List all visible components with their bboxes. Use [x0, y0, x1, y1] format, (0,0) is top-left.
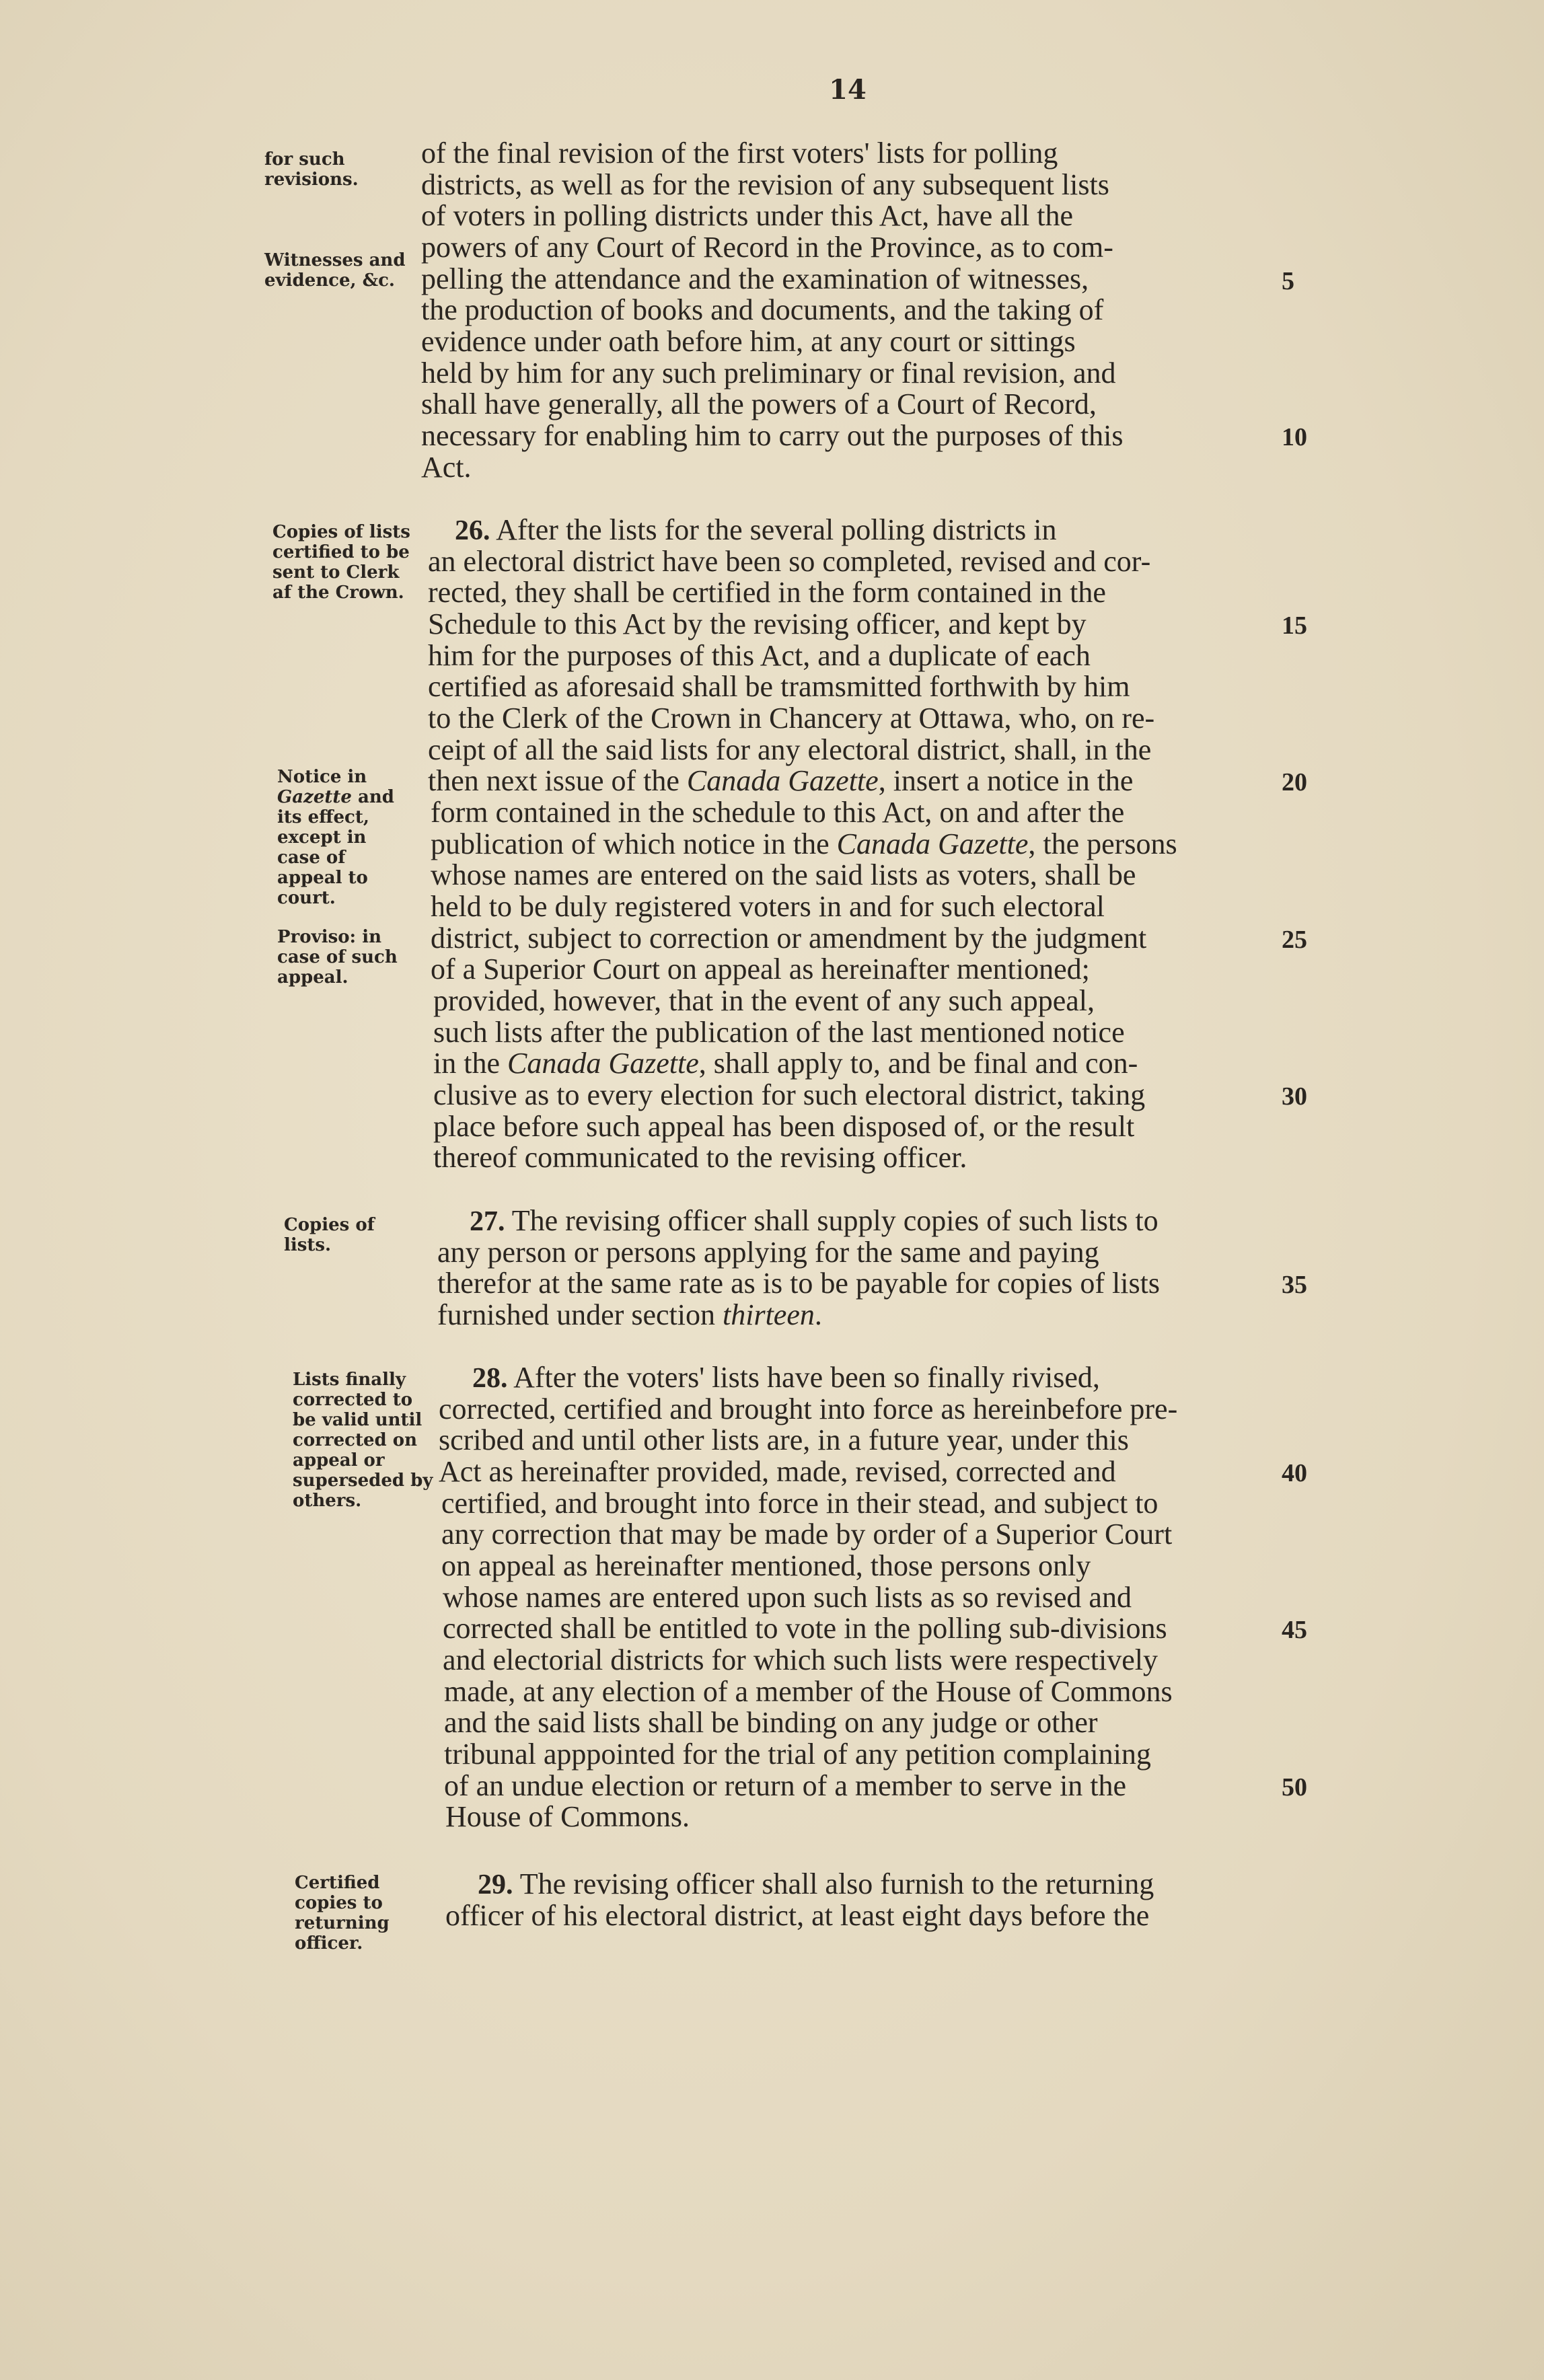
- margin-note: Copies of lists certified to be sent to Clerk af the Crown.: [272, 522, 410, 603]
- line-number: 30: [1282, 1082, 1307, 1111]
- section-28-first-line: 28. After the voters' lists have been so finally rivised,: [472, 1361, 1100, 1394]
- body-line: Act as hereinafter provided, made, revised, corrected and: [439, 1455, 1116, 1488]
- body-line: corrected, certified and brought into force as hereinbefore pre-: [439, 1392, 1178, 1425]
- section-number: 26.: [455, 515, 490, 546]
- body-line: districts, as well as for the revision of any subsequent lists: [421, 168, 1109, 201]
- body-line: of voters in polling districts under this Act, have all the: [421, 199, 1074, 232]
- body-line: and electorial districts for which such lists were respectively: [443, 1643, 1158, 1676]
- body-line: thereof communicated to the revising officer.: [433, 1141, 967, 1174]
- line-number: 50: [1282, 1773, 1307, 1801]
- body-line: powers of any Court of Record in the Province, as to com-: [421, 231, 1113, 264]
- line-number: 45: [1282, 1616, 1307, 1644]
- body-line: district, subject to correction or amendment by the judgment: [431, 922, 1147, 955]
- body-line: ceipt of all the said lists for any electoral district, shall, in the: [428, 733, 1152, 766]
- body-line: Schedule to this Act by the revising officer, and kept by: [428, 607, 1087, 640]
- body-line: provided, however, that in the event of any such appeal,: [433, 984, 1095, 1017]
- body-line: held by him for any such preliminary or final revision, and: [421, 357, 1116, 389]
- section-number: 29.: [478, 1869, 513, 1900]
- body-line: therefor at the same rate as is to be payable for copies of lists: [437, 1267, 1160, 1300]
- margin-note: Proviso: in case of such appeal.: [277, 927, 398, 988]
- body-line: corrected shall be entitled to vote in the polling sub-divisions: [443, 1612, 1167, 1645]
- body-line: certified, and brought into force in their stead, and subject to: [441, 1487, 1159, 1520]
- body-line: tribunal apppointed for the trial of any petition complaining: [444, 1738, 1151, 1771]
- body-line: place before such appeal has been disposed of, or the result: [433, 1110, 1135, 1143]
- line-number: 15: [1282, 611, 1307, 640]
- body-line: in the Canada Gazette, shall apply to, and be final and con-: [433, 1047, 1138, 1080]
- line-number: 5: [1282, 267, 1294, 295]
- margin-note: Lists finally corrected to be valid until corrected on appeal or superseded by others.: [293, 1370, 433, 1511]
- body-line: pelling the attendance and the examination of witnesses,: [421, 262, 1089, 295]
- line-number: 10: [1282, 423, 1307, 451]
- body-line: and the said lists shall be binding on any judge or other: [444, 1706, 1098, 1739]
- body-line: such lists after the publication of the last mentioned notice: [433, 1016, 1125, 1049]
- body-line: of a Superior Court on appeal as hereinafter mentioned;: [431, 953, 1090, 986]
- section-number: 27.: [470, 1206, 505, 1237]
- body-line: then next issue of the Canada Gazette, insert a notice in the: [428, 764, 1134, 797]
- body-line: rected, they shall be certified in the form contained in the: [428, 576, 1106, 609]
- body-line: House of Commons.: [445, 1800, 690, 1833]
- body-line: necessary for enabling him to carry out the purposes of this: [421, 419, 1124, 452]
- margin-note: Copies of lists.: [284, 1215, 375, 1255]
- body-line: shall have generally, all the powers of a Court of Record,: [421, 387, 1097, 420]
- body-line: an electoral district have been so completed, revised and cor-: [428, 545, 1151, 578]
- section-27-first-line: 27. The revising officer shall supply copies of such lists to: [470, 1204, 1159, 1237]
- body-line: whose names are entered on the said lists as voters, shall be: [431, 858, 1136, 891]
- line-number: 20: [1282, 768, 1307, 796]
- body-line: whose names are entered upon such lists as so revised and: [443, 1581, 1132, 1614]
- body-line: form contained in the schedule to this Act, on and after the: [431, 796, 1125, 829]
- margin-note: Notice in Gazette and its effect, except in case of appeal to court.: [277, 767, 394, 908]
- body-line: held to be duly registered voters in and for such electoral: [431, 890, 1105, 923]
- section-number: 28.: [472, 1363, 508, 1394]
- body-line: officer of his electoral district, at least eight days before the: [445, 1899, 1150, 1932]
- body-line: evidence under oath before him, at any court or sittings: [421, 325, 1076, 358]
- body-line: publication of which notice in the Canada Gazette, the persons: [431, 827, 1177, 860]
- body-line: any person or persons applying for the same and paying: [437, 1236, 1099, 1269]
- body-line: him for the purposes of this Act, and a duplicate of each: [428, 639, 1091, 672]
- body-line: the production of books and documents, and the taking of: [421, 293, 1104, 326]
- body-line: of an undue election or return of a member to serve in the: [444, 1769, 1127, 1802]
- line-number: 25: [1282, 926, 1307, 954]
- body-line: of the final revision of the first voters' lists for polling: [421, 137, 1058, 170]
- body-line: to the Clerk of the Crown in Chancery at Ottawa, who, on re-: [428, 702, 1155, 735]
- body-line: clusive as to every election for such electoral district, taking: [433, 1078, 1146, 1111]
- section-29-first-line: 29. The revising officer shall also furnish to the returning: [478, 1867, 1154, 1900]
- line-number: 40: [1282, 1459, 1307, 1487]
- margin-note: Certified copies to returning officer.: [295, 1873, 390, 1954]
- body-line: made, at any election of a member of the House of Commons: [444, 1675, 1173, 1708]
- page-number: 14: [829, 74, 867, 106]
- body-line: any correction that may be made by order of a Superior Court: [441, 1518, 1173, 1551]
- body-line: scribed and until other lists are, in a future year, under this: [439, 1423, 1129, 1456]
- body-line: certified as aforesaid shall be tramsmitted forthwith by him: [428, 670, 1130, 703]
- margin-note: for such revisions.: [264, 149, 359, 190]
- body-line: Act.: [421, 451, 472, 484]
- body-line: furnished under section thirteen.: [437, 1298, 822, 1331]
- body-line: on appeal as hereinafter mentioned, those persons only: [441, 1549, 1091, 1582]
- margin-note: Witnesses and evidence, &c.: [264, 250, 406, 291]
- line-number: 35: [1282, 1271, 1307, 1299]
- section-26-first-line: 26. After the lists for the several polling districts in: [455, 513, 1057, 546]
